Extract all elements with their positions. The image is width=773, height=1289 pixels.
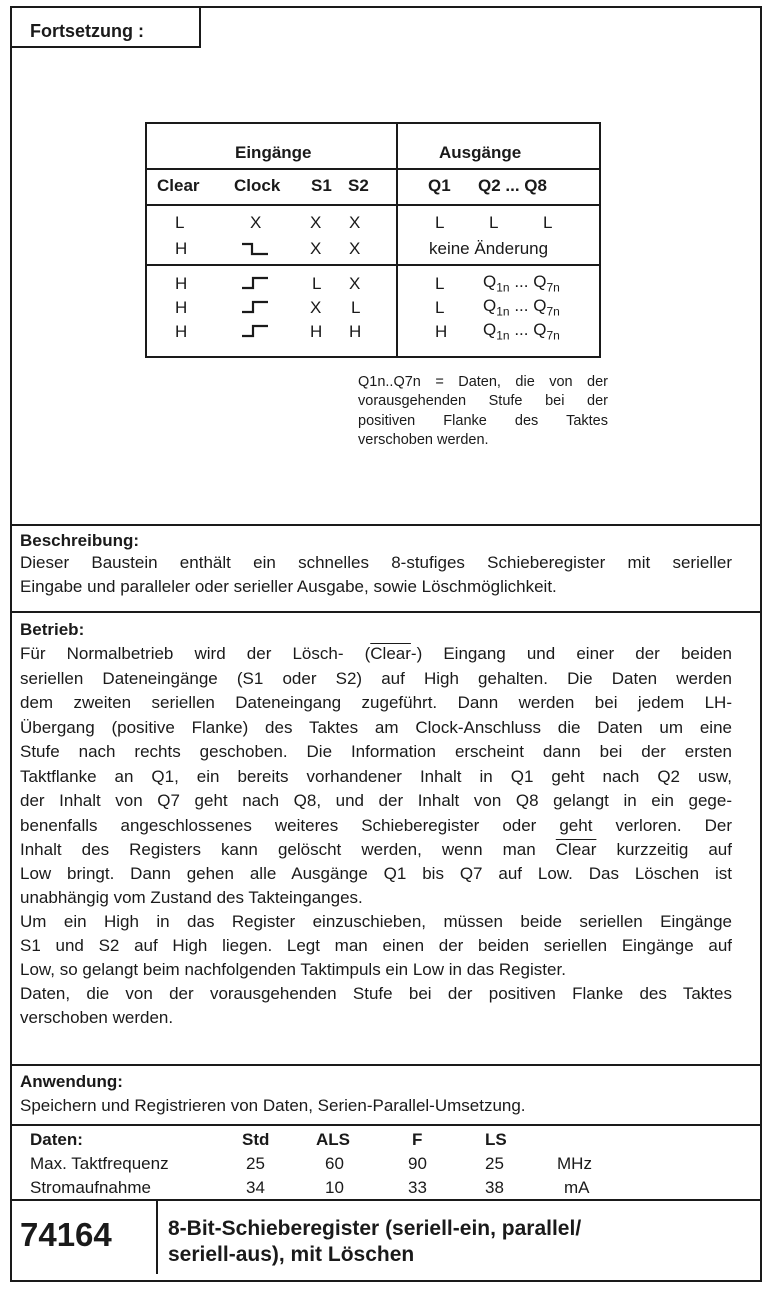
part-title-line2: seriell-aus), mit Löschen xyxy=(168,1243,415,1266)
col-q2-q8: Q2 ... Q8 xyxy=(478,176,547,195)
beschreibung-heading: Beschreibung: xyxy=(20,531,140,550)
anwendung-text: Speichern und Registrieren von Daten, Serien-Parallel-Umsetzung. xyxy=(20,1096,526,1115)
betrieb-line: Low bringt. Dann gehen alle Ausgänge Q1 bis Q7 auf Low. Das Löschen ist xyxy=(20,864,732,883)
r5-clear: H xyxy=(175,322,188,341)
part-number: 74164 xyxy=(20,1216,112,1253)
daten-value: 33 xyxy=(408,1178,427,1197)
r4-q-range xyxy=(483,296,560,318)
r3-qb-sub: 7n xyxy=(546,280,560,295)
betrieb-line: seriellen Dateneingänge (S1 oder S2) auf High gehalten. Die Daten werden xyxy=(20,669,732,688)
table-divider-vertical xyxy=(396,124,398,356)
divider-beschreibung xyxy=(10,524,762,526)
r3-q1: L xyxy=(435,274,445,293)
r5-q-range xyxy=(483,320,560,342)
betrieb-text: -) Eingang und einer der beiden xyxy=(410,644,732,663)
r4-clear: H xyxy=(175,298,188,317)
betrieb-line: Übergang (positive Flanke) des Taktes am Clock-Anschluss die Daten um eine xyxy=(20,718,732,737)
r1-s2: X xyxy=(349,213,361,232)
col-s1: S1 xyxy=(311,176,332,195)
table-divider-rows xyxy=(147,264,599,266)
r2-s2: X xyxy=(349,239,361,258)
note-line: vorausgehenden Stufe bei der xyxy=(358,393,608,410)
r3-clear: H xyxy=(175,274,188,293)
group-inputs-label: Eingänge xyxy=(235,143,312,162)
betrieb-line: dem zweiten seriellen Dateneingang zugeführt. Dann werden bei jedem LH- xyxy=(20,693,732,712)
clear-overline: Clear xyxy=(555,840,597,859)
r1-q8: L xyxy=(543,213,553,232)
betrieb-text: kurzzeitig auf xyxy=(596,840,732,859)
r5-q1: H xyxy=(435,322,448,341)
col-q1: Q1 xyxy=(428,176,451,195)
rising-edge-icon xyxy=(241,324,269,338)
betrieb-heading: Betrieb: xyxy=(20,620,85,639)
note-line: Q1n..Q7n = Daten, die von der xyxy=(358,374,608,390)
footer-divider xyxy=(156,1199,158,1274)
r1-clock: X xyxy=(250,213,262,232)
r3-q-range xyxy=(483,272,560,294)
r3-qa-sub: 1n xyxy=(496,280,510,295)
table-footnote xyxy=(358,373,608,450)
divider-betrieb xyxy=(10,611,762,613)
rising-edge-icon xyxy=(241,300,269,314)
r5-qa-sub: 1n xyxy=(496,328,510,343)
daten-value: 25 xyxy=(485,1154,504,1173)
daten-unit: mA xyxy=(564,1178,590,1197)
note-line: verschoben werden. xyxy=(358,431,489,448)
betrieb-text: Inhalt des Registers kann gelöscht werden, wenn man xyxy=(20,840,556,859)
part-title-line1: 8-Bit-Schieberegister (seriell-ein, parallel/ xyxy=(168,1217,582,1240)
r1-s1: X xyxy=(310,213,322,232)
divider-anwendung xyxy=(10,1064,762,1066)
r4-q1: L xyxy=(435,298,445,317)
r4-s2: L xyxy=(351,298,361,317)
col-clock: Clock xyxy=(234,176,281,195)
col-s2: S2 xyxy=(348,176,369,195)
table-divider-colheads xyxy=(147,204,599,206)
daten-col-als: ALS xyxy=(316,1130,350,1149)
r2-clear: H xyxy=(175,239,188,258)
betrieb-line: unabhängig vom Zustand des Takteinganges. xyxy=(20,888,363,907)
daten-value: 60 xyxy=(325,1154,344,1173)
betrieb-line: Stufe nach rechts geschoben. Die Information erscheint dann bei der ersten xyxy=(20,742,732,761)
r4-qb: Q xyxy=(533,296,547,315)
betrieb-line xyxy=(20,840,732,860)
table-divider-header xyxy=(147,168,599,170)
col-clear: Clear xyxy=(157,176,200,195)
r4-qa-sub: 1n xyxy=(496,304,510,319)
betrieb-line: verschoben werden. xyxy=(20,1008,174,1027)
daten-col-ls: LS xyxy=(485,1130,507,1149)
daten-row-label: Max. Taktfrequenz xyxy=(30,1154,169,1173)
daten-value: 38 xyxy=(485,1178,504,1197)
betrieb-line: benenfalls angeschlossenes weiteres Schieberegister oder geht verloren. Der xyxy=(20,816,732,835)
note-line: positiven Flanke des Taktes xyxy=(358,412,608,429)
r4-qb-sub: 7n xyxy=(546,304,560,319)
daten-col-f: F xyxy=(412,1130,423,1149)
betrieb-line: Um ein High in das Register einzuschieben, müssen beide seriellen Eingänge xyxy=(20,912,732,931)
betrieb-text: Für Normalbetrieb wird der Lösch- ( xyxy=(20,644,371,663)
r1-q1: L xyxy=(435,213,445,232)
r5-qa: Q xyxy=(483,320,497,339)
r5-qb: Q xyxy=(533,320,547,339)
daten-value: 90 xyxy=(408,1154,427,1173)
divider-footer xyxy=(10,1199,762,1201)
betrieb-line: Taktflanke an Q1, ein bereits vorhandener Inhalt in Q1 geht nach Q2 usw, xyxy=(20,767,732,786)
r3-s1: L xyxy=(312,274,322,293)
r3-qa: Q xyxy=(483,272,497,291)
daten-row-label: Stromaufnahme xyxy=(30,1178,151,1197)
r5-s2: H xyxy=(349,322,362,341)
group-outputs-label: Ausgänge xyxy=(439,143,522,162)
daten-value: 10 xyxy=(325,1178,344,1197)
r5-s1: H xyxy=(310,322,323,341)
falling-edge-icon xyxy=(241,242,269,256)
r4-s1: X xyxy=(310,298,322,317)
betrieb-line: S1 und S2 auf High liegen. Legt man einen der beiden seriellen Eingänge auf xyxy=(20,936,732,955)
r3-s2: X xyxy=(349,274,361,293)
betrieb-line: Low, so gelangt beim nachfolgenden Taktimpuls ein Low in das Register. xyxy=(20,960,566,979)
r4-qa: Q xyxy=(483,296,497,315)
r1-q2: L xyxy=(489,213,499,232)
divider-daten xyxy=(10,1124,762,1126)
daten-unit: MHz xyxy=(557,1154,592,1173)
betrieb-line: Daten, die von der vorausgehenden Stufe bei der positiven Flanke des Taktes xyxy=(20,984,732,1003)
daten-value: 34 xyxy=(246,1178,265,1197)
clear-overline: Clear xyxy=(370,644,411,663)
daten-heading: Daten: xyxy=(30,1130,83,1149)
r1-clear: L xyxy=(175,213,185,232)
r3-dots: ... xyxy=(514,272,529,291)
continuation-tag: Fortsetzung : xyxy=(12,8,201,48)
r4-dots: ... xyxy=(514,296,529,315)
daten-value: 25 xyxy=(246,1154,265,1173)
r5-qb-sub: 7n xyxy=(546,328,560,343)
rising-edge-icon xyxy=(241,276,269,290)
anwendung-heading: Anwendung: xyxy=(20,1072,123,1091)
r2-outputs: keine Änderung xyxy=(429,239,549,258)
beschreibung-line: Dieser Baustein enthält ein schnelles 8-stufiges Schieberegister mit serieller xyxy=(20,553,732,572)
daten-col-std: Std xyxy=(242,1130,270,1149)
r5-dots: ... xyxy=(514,320,529,339)
truth-table xyxy=(145,122,601,358)
beschreibung-line: Eingabe und paralleler oder serieller Ausgabe, sowie Löschmöglichkeit. xyxy=(20,577,557,596)
betrieb-line: der Inhalt von Q7 geht nach Q8, und der Inhalt von Q8 gelangt in ein gege- xyxy=(20,791,732,810)
r2-s1: X xyxy=(310,239,322,258)
r3-qb: Q xyxy=(533,272,547,291)
betrieb-line xyxy=(20,644,732,664)
